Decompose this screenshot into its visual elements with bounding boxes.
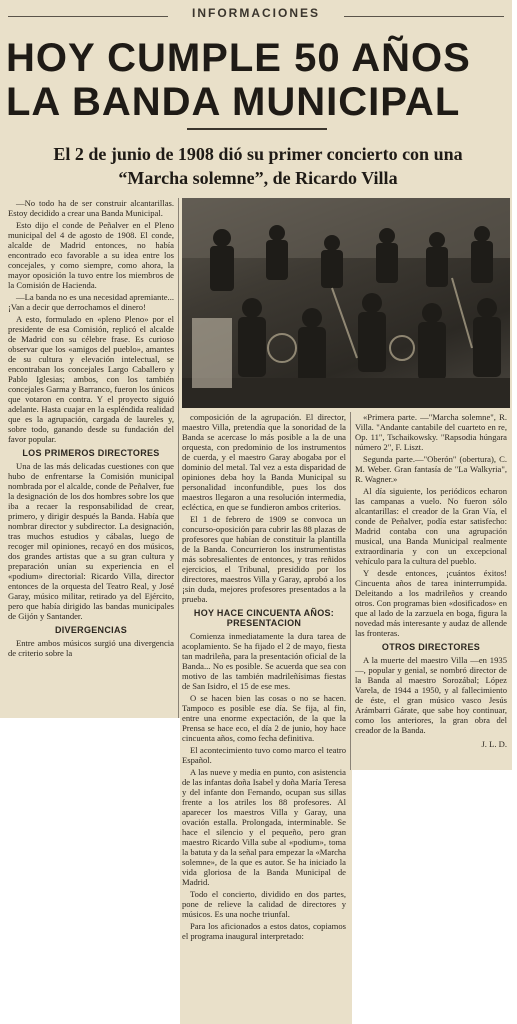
paragraph: Entre ambos músicos surgió una divergencia de criterio sobre la [8, 638, 174, 658]
page-background [0, 718, 180, 1024]
paragraph: Comienza inmediatamente la dura tarea de acoplamiento. Se ha fijado el 2 de mayo, fiesta tan madrileña, para la presentación oficial de la Banda... No es posible. Se acuerda que sea con motivo de las también madrileñísimas fiestas de San Isidro, el 15 de ese mes. [182, 631, 346, 691]
paragraph: El acontecimiento tuvo como marco el teatro Español. [182, 745, 346, 765]
paragraph: Y desde entonces, ¡cuántos éxitos! Cincuenta años de tarea ininterrumpida. Deleitando a los madrileños y creando otros. Con programas bien «dosificados» en que al lado de la zarzuela en boga, figura la novedad más interesante y audaz de allende las fronteras. [355, 568, 507, 638]
paragraph: composición de la agrupación. El director, maestro Villa, pretendía que la sonoridad de la Banda se acercase lo más posible a la de una orquesta, con predominio de los instrumentos de cuerda, y el maestro Garay abogaba por el dominio del metal. Tal vez a esta disparidad de opiniones deba hoy la Banda Municipal su personalidad inconfundible, pues los dos maestros llegaron a una resolución intermedia, ecléctica, en que se fundieron ambos criterios. [182, 412, 346, 512]
section-heading: LOS PRIMEROS DIRECTORES [22, 448, 160, 458]
paragraph: Todo el concierto, dividido en dos partes, pone de relieve la calidad de directores y músicos. Es una noche triunfal. [182, 889, 346, 919]
column-divider [350, 412, 351, 770]
column-divider [178, 198, 179, 718]
paragraph: O se hacen bien las cosas o no se hacen. Tampoco es posible ese día. Se fija, al fin, entre una enorme expectación, de la que la Prensa se hace eco, el día 2 de junio, hoy hace cincuenta años, como fecha definitiva. [182, 693, 346, 743]
kicker-rule-right [344, 16, 504, 17]
paragraph: A esto, formulado en «pleno Pleno» por el presidente de esa Comisión, replicó el alcalde de Madrid con su célebre frase. Es curioso observar que los «amigos del pueblo», amantes de su cultura y elevación intelectual, se encontraban los concejales Largo Caballero y Pablo Iglesias; ambos, con los también concejales Garma y Barranco, fueron los únicos que votaron en contra. Y el proyecto siguió adelante. Hasta cuajar en la espléndida realidad que es la agrupación, cargada de laureles y, sobre todo, ganando desde su fundación del favor popular. [8, 314, 174, 444]
section-heading: OTROS DIRECTORES [381, 642, 481, 652]
headline-rule [187, 128, 327, 130]
paragraph: A las nueve y media en punto, con asistencia de las infantas doña Isabel y doña María Teresa y del infante don Fernando, ocupan sus sillas frente a los atriles los 88 profesores. Al aparecer los maestros Villa y Garay, una ovación estalla. Prolongada, interminable. Se hace el silencio y el pequeño, pero gran maestro Ricardo Villa sube al «podium», toma la batuta y da la señal para empezar la «Marcha solemne», de la que es autor. Se ha iniciado la vida gloriosa de la Banda Municipal de Madrid. [182, 767, 346, 887]
paragraph: Esto dijo el conde de Peñalver en el Pleno municipal del 4 de agosto de 1908. El conde, alcalde de Madrid entonces, no había encontrado eco favorable a su idea entre los concejales, y como siempre, como ahora, la mayor oposición la tuvo entre los miembros de la Comisión de Hacienda. [8, 220, 174, 290]
article-column-3 [355, 412, 507, 768]
section-heading: HOY HACE CINCUENTA AÑOS: PRESENTACION [193, 608, 335, 628]
paragraph: Al día siguiente, los periódicos echaron las campanas a vuelo. No fueron sólo alcantarillas: el creador de la Gran Vía, el conde de Peñalver, podía estar satisfecho: Madrid contaba con una agrupación musical, una Banda Municipal realmente extraordinaria y con un excepcional vehículo para la cultura del pueblo. [355, 486, 507, 566]
paragraph: El 1 de febrero de 1909 se convoca un concurso-oposición para cubrir las 88 plazas de profesores que habían de constituir la plantilla de la Banda. Concurrieron los instrumentistas más sobresalientes de entonces, y tras reñidos ejercicios, el Tribunal, presidido por los directores, maestros Villa y Garay, aprobó a los ¡sin duda, mejores profesores presentados a la prueba. [182, 514, 346, 604]
paragraph: Para los aficionados a estos datos, copiamos el programa inaugural interpretado: [182, 921, 346, 941]
article-column-1 [8, 198, 174, 718]
headline-line-2: LA BANDA MUNICIPAL [6, 80, 461, 124]
subhead-line-2: “Marcha solemne”, de Ricardo Villa [118, 168, 398, 188]
page-background [352, 770, 517, 1024]
paragraph: «Primera parte. —"Marcha solemne", R. Villa. "Andante cantabile del cuarteto en re, Op. 11", Tschaikowsky. "Rapsodia húngara número 2", F. Liszt. [355, 412, 507, 452]
section-kicker: INFORMACIONES [192, 6, 320, 20]
article-column-2 [182, 412, 346, 1024]
band-photo [182, 198, 510, 408]
paragraph: Una de las más delicadas cuestiones con que hubo de enfrentarse la Comisión municipal nombrada por el alcalde, conde de Peñalver, fue la designación de los dos hombres sobre los que iba a recaer la responsabilidad de crear, primero, y dirigir después la Banda. Había que nombrar director y subdirector. La designación, tras muchos estudios y cábalas, luego de recoger mil opiniones, recayó en dos músicos, dos grandes artistas que a su gran cultura y preparación unían su experiencia en el «podium» directorial: Ricardo Villa, director entonces de la orquesta del Teatro Real, y José Garay, músico militar, retirado ya del Ejército, pero que había dirigido las bandas municipales de Gijón y Santander. [8, 461, 174, 621]
paragraph: Segunda parte.—"Oberón" (obertura), C. M. Weber. Gran fantasía de "La Walkyria", R. Wagner.» [355, 454, 507, 484]
paragraph: —La banda no es una necesidad apremiante... ¡Van a decir que derrochamos el dinero! [8, 292, 174, 312]
paragraph: —No todo ha de ser construir alcantarillas. Estoy decidido a crear una Banda Municipal. [8, 198, 174, 218]
author-signature: J. L. D. [481, 739, 507, 749]
section-heading: DIVERGENCIAS [54, 625, 128, 635]
subhead-line-1: El 2 de junio de 1908 dió su primer concierto con una [53, 144, 463, 164]
headline-line-1: HOY CUMPLE 50 AÑOS [6, 36, 471, 80]
band-photo-illustration [182, 198, 510, 408]
paragraph: A la muerte del maestro Villa —en 1935—, popular y genial, se nombró director de la Banda al maestro Sorozábal; López Varela, de 1944 a 1950, y al fallecimiento de éste, el gran músico vasco Jesús Arámbarri Gárate, que sabe hoy continuar, como los anteriores, la gran obra del creador de la Banda. [355, 655, 507, 735]
